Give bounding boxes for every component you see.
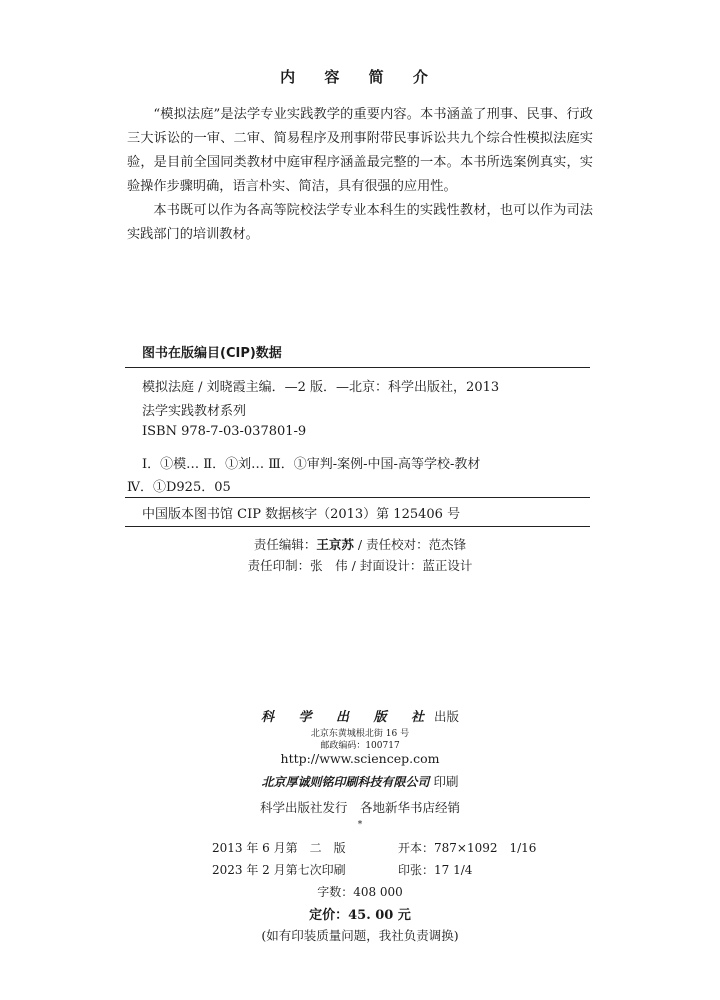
printer-line (0, 771, 720, 790)
cip-isbn: ISBN 978-7-03-037801-9 (142, 424, 307, 439)
proofreader-name: 范杰锋 (428, 537, 467, 552)
cip-verification: 中国版本图书馆 CIP 数据核字（2013）第 125406 号 (142, 507, 461, 522)
publisher-website: http://www.sciencep.com (280, 751, 440, 766)
cip-entry-line-1: 模拟法庭 / 刘晓霞主编．—2 版．—北京：科学出版社，2013 (142, 380, 500, 395)
editor-label: 责任编辑： (253, 537, 317, 552)
intro-title: 内 容 简 介 (280, 68, 440, 86)
publisher-line (0, 706, 720, 725)
book-format: 开本：787×1092 1/16 (398, 841, 537, 855)
distribution-line: 科学出版社发行 各地新华书店经销 (259, 800, 460, 815)
printing-date: 2023 年 2 月第七次印刷 (212, 863, 346, 877)
cip-bottom-rule (125, 526, 590, 527)
printing-label: 责任印制： (247, 558, 311, 573)
editor-name: 王京苏 (316, 537, 354, 552)
cover-name: 蓝正设计 (422, 558, 473, 573)
printer-suffix: 印刷 (429, 774, 459, 789)
printed-sheets: 印张：17 1/4 (398, 863, 473, 877)
responsibility-line-1 (0, 535, 720, 553)
cip-classification-line-2: Ⅳ．①D925．05 (127, 480, 231, 495)
cip-top-rule (125, 367, 590, 368)
publisher-address: 北京东黄城根北街 16 号 (310, 729, 410, 739)
price: 定价：45. 00 元 (309, 908, 411, 923)
printing-name: 张 伟 (310, 558, 348, 573)
word-count: 字数：408 000 (317, 885, 403, 899)
cover-label: / 封面设计： (347, 558, 423, 573)
responsibility-line-2 (0, 556, 720, 574)
quality-notice: (如有印装质量问题，我社负责调换) (261, 928, 459, 943)
publisher-suffix: 出版 (434, 709, 460, 724)
intro-paragraph-2: 本书既可以作为各高等院校法学专业本科生的实践性教材，也可以作为司法实践部门的培训教材。 (127, 203, 593, 242)
intro-text (127, 103, 593, 247)
printer-name: 北京厚诚则铭印刷科技有限公司 (261, 775, 430, 789)
cip-heading: 图书在版编目(CIP)数据 (142, 346, 282, 361)
cip-entry-line-2: 法学实践教材系列 (142, 404, 247, 419)
proofreader-label: / 责任校对： (353, 537, 429, 552)
imprint-separator: * (357, 820, 363, 830)
cip-mid-rule (125, 497, 590, 498)
intro-paragraph-1: “模拟法庭”是法学专业实践教学的重要内容。本书涵盖了刑事、民事、行政三大诉讼的一审、二审、简易程序及刑事附带民事诉讼共九个综合性模拟法庭实验，是目前全国同类教材中庭审程序涵盖最完整的一本。本书所选案例真实，实验操作步骤明确，语言朴实、简洁，具有很强的应用性。 (127, 107, 593, 194)
publisher-postcode: 邮政编码：100717 (320, 741, 400, 751)
cip-classification-line-1: Ⅰ．①模… Ⅱ．①刘… Ⅲ．①审判-案例-中国-高等学校-教材 (142, 457, 481, 472)
edition-date: 2013 年 6 月第 二 版 (212, 841, 346, 855)
publisher-logo-text: 科 学 出 版 社 (260, 710, 435, 725)
